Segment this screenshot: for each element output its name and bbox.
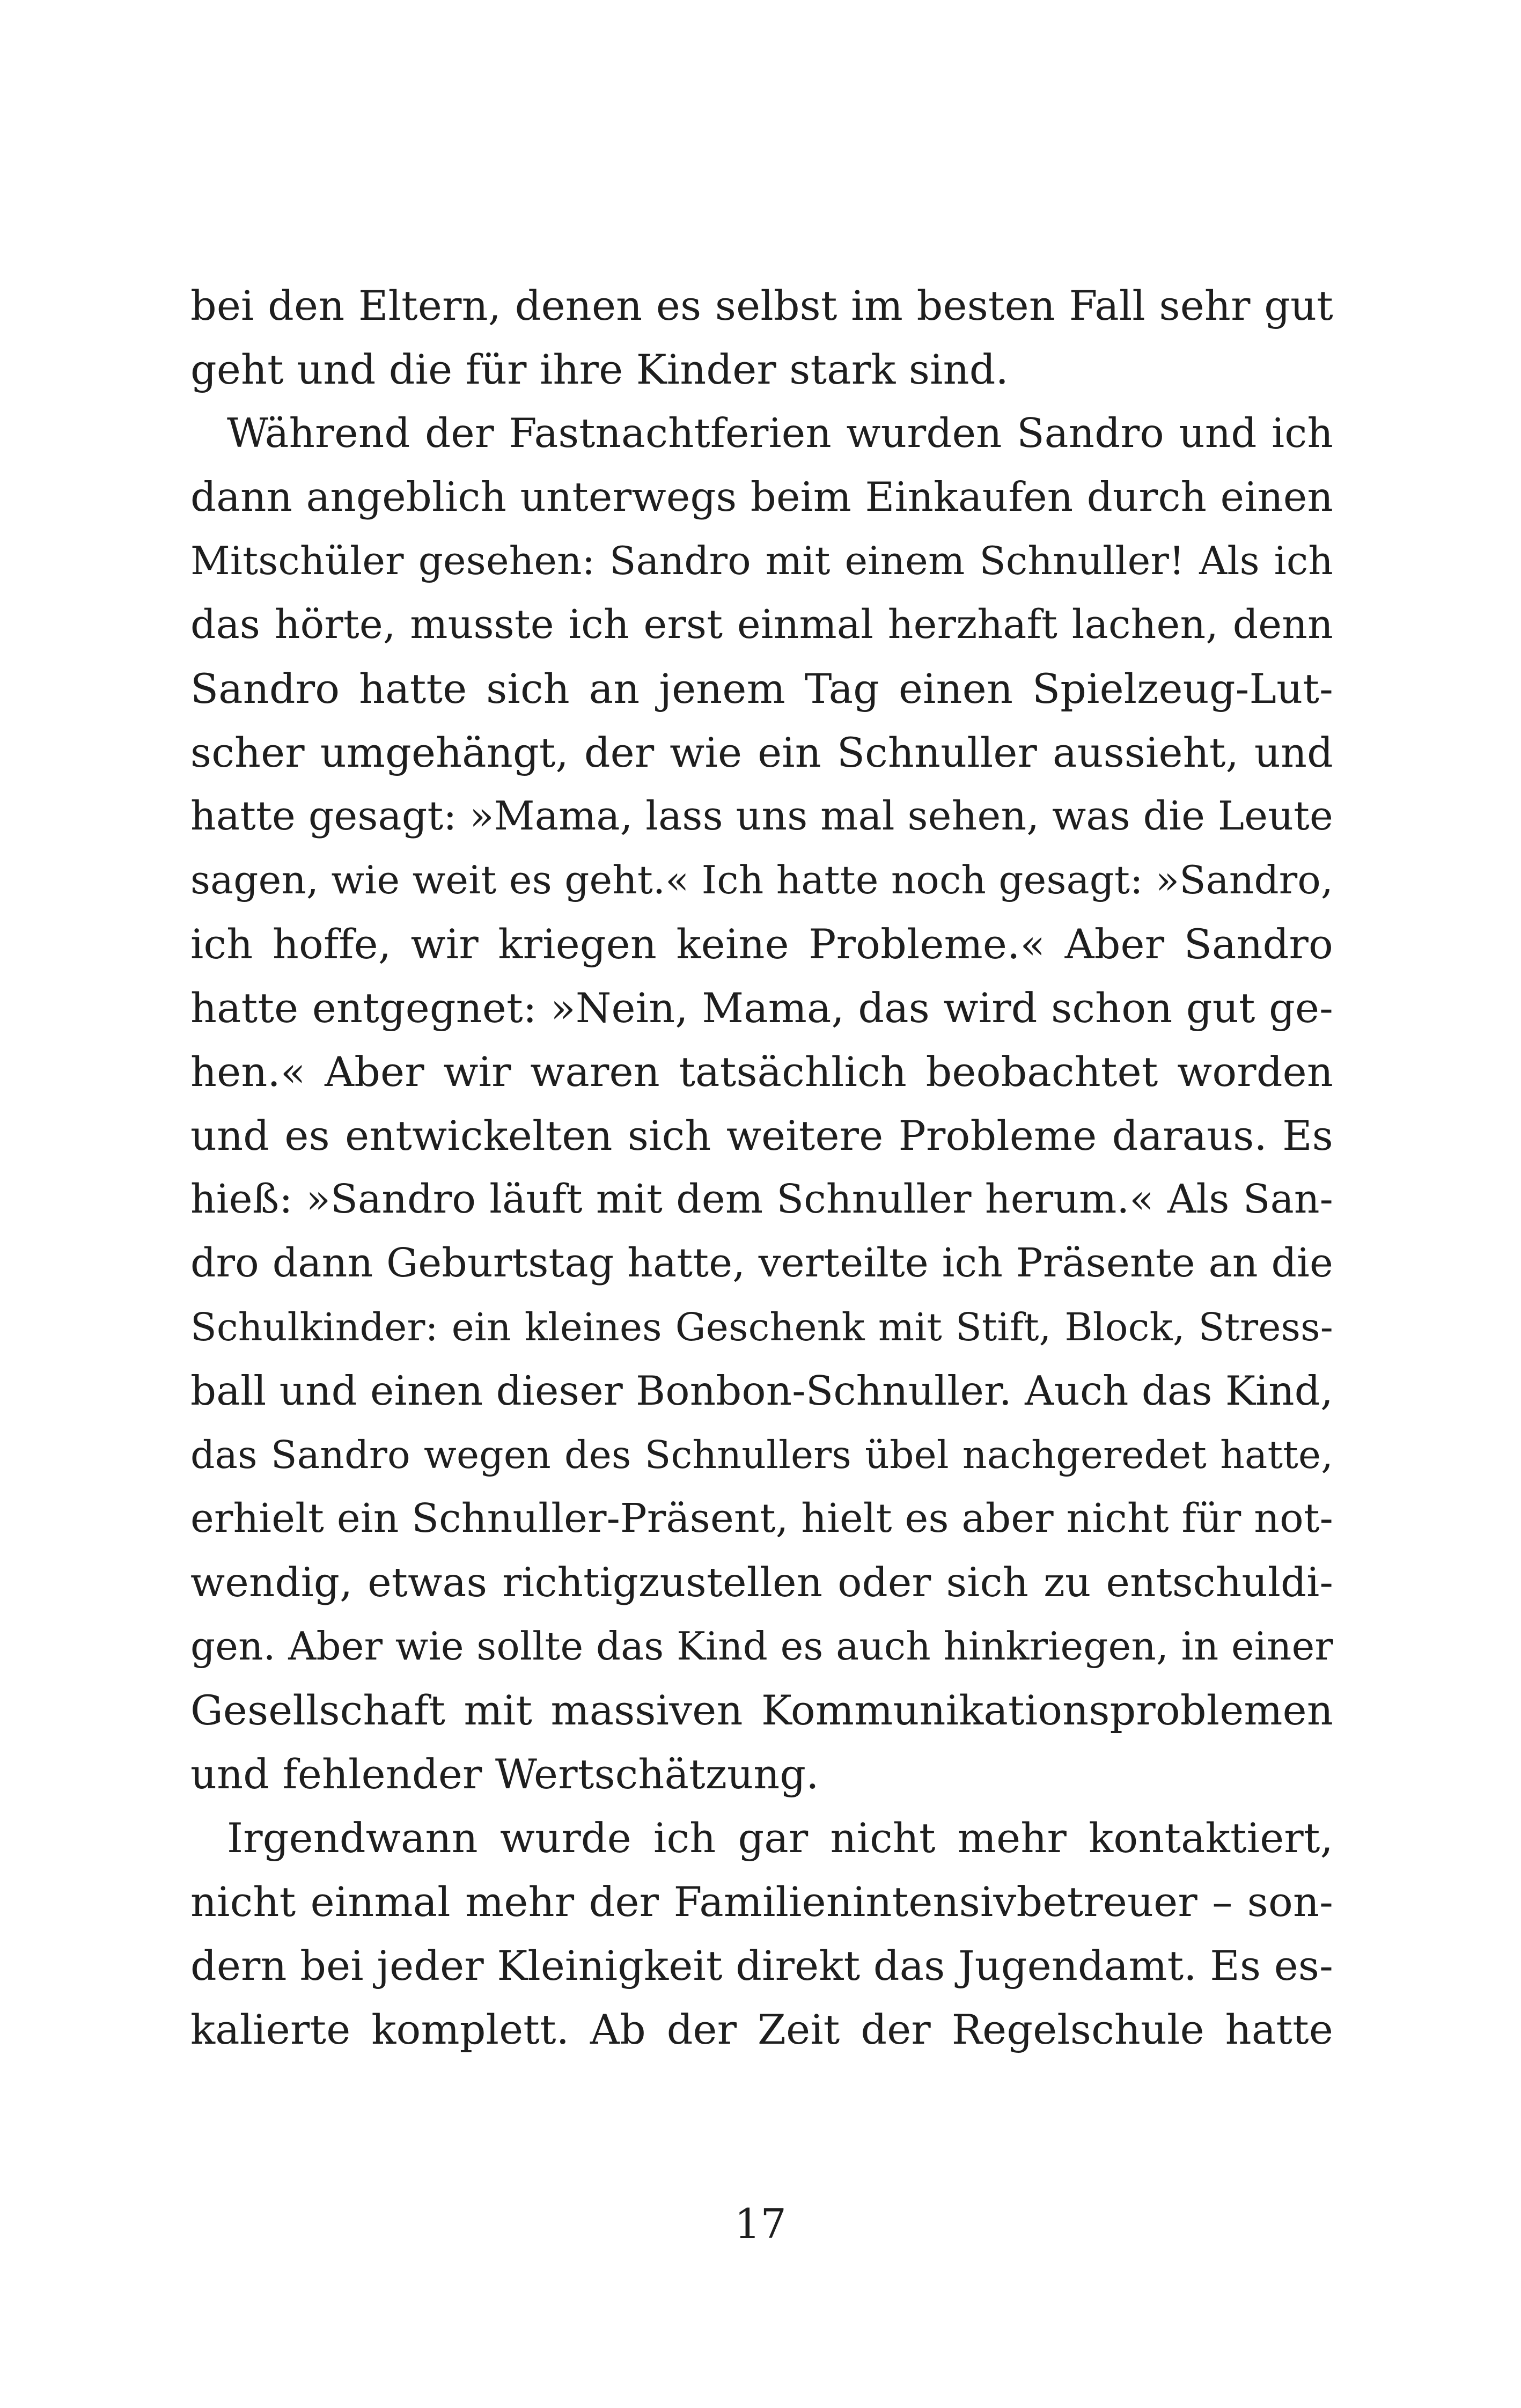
text-line: Gesellschaft mit massiven Kommunikationsproblemen [190, 1686, 1333, 1734]
text-line: Schulkinder: ein kleines Geschenk mit Stift, Block, Stress- [190, 1305, 1333, 1349]
text-line: wendig, etwas richtigzustellen oder sich zu entschuldi- [190, 1559, 1333, 1606]
text-line: ball und einen dieser Bonbon-Schnuller. Auch das Kind, [190, 1367, 1333, 1414]
text-line: bei den Eltern, denen es selbst im besten Fall sehr gut [190, 282, 1333, 329]
text-line: gen. Aber wie sollte das Kind es auch hinkriegen, in einer [190, 1624, 1333, 1669]
text-line: und fehlender Wertschätzung. [190, 1750, 819, 1798]
body-text [190, 274, 1333, 2061]
text-line: dann angeblich unterwegs beim Einkaufen durch einen [190, 473, 1333, 520]
text-line: nicht einmal mehr der Familienintensivbetreuer – son- [190, 1878, 1333, 1926]
text-line: geht und die für ihre Kinder stark sind. [190, 346, 1009, 393]
text-line: sagen, wie weit es geht.« Ich hatte noch gesagt: »Sandro, [190, 857, 1333, 902]
text-line: hatte entgegnet: »Nein, Mama, das wird schon gut ge- [190, 984, 1333, 1032]
text-line: kalierte komplett. Ab der Zeit der Regelschule hatte [190, 2006, 1333, 2053]
text-line: dro dann Geburtstag hatte, verteilte ich Präsente an die [190, 1240, 1333, 1286]
text-line: ich hoffe, wir kriegen keine Probleme.« Aber Sandro [190, 920, 1333, 968]
text-line: das Sandro wegen des Schnullers übel nachgeredet hatte, [190, 1433, 1333, 1477]
text-line: scher umgehängt, der wie ein Schnuller aussieht, und [190, 729, 1333, 776]
text-line: hatte gesagt: »Mama, lass uns mal sehen, was die Leute [190, 793, 1333, 839]
text-line: hen.« Aber wir waren tatsächlich beobachtet worden [190, 1048, 1333, 1096]
text-line: hieß: »Sandro läuft mit dem Schnuller herum.« Als San- [190, 1176, 1333, 1222]
text-line: Sandro hatte sich an jenem Tag einen Spielzeug-Lut- [190, 665, 1333, 713]
text-line: Irgendwann wurde ich gar nicht mehr kontaktiert, [227, 1814, 1333, 1862]
text-line: Während der Fastnachtferien wurden Sandro und ich [227, 409, 1333, 457]
text-line: das hörte, musste ich erst einmal herzhaft lachen, denn [190, 601, 1333, 648]
text-line: erhielt ein Schnuller-Präsent, hielt es aber nicht für not- [190, 1495, 1333, 1541]
text-line: dern bei jeder Kleinigkeit direkt das Jugendamt. Es es- [190, 1942, 1333, 1989]
text-line: und es entwickelten sich weitere Probleme daraus. Es [190, 1112, 1333, 1159]
text-line: Mitschüler gesehen: Sandro mit einem Schnuller! Als ich [190, 538, 1333, 583]
page-number: 17 [734, 2200, 787, 2248]
